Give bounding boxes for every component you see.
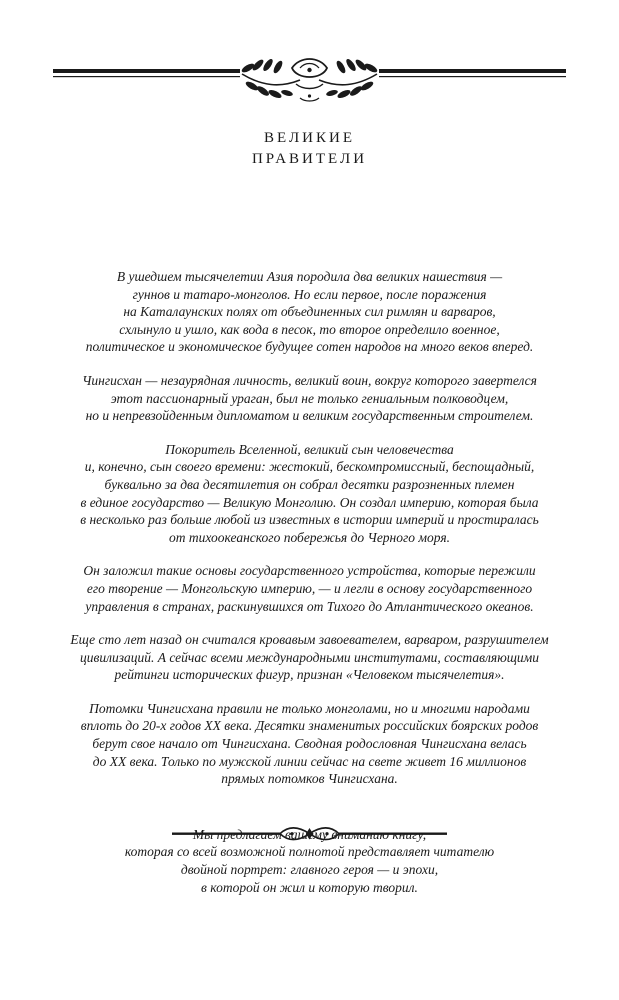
text-line: Потомки Чингисхана правили не только монголами, но и многими народами bbox=[89, 700, 530, 716]
text-line: рейтинги исторических фигур, признан «Человеком тысячелетия». bbox=[114, 667, 505, 683]
text-line: в которой он жил и которую творил. bbox=[201, 879, 418, 895]
text-line: двойной портрет: главного героя — и эпохи, bbox=[180, 862, 439, 878]
text-line: до XX века. Только по мужской линии сейчас на свете живет 16 миллионов bbox=[92, 753, 527, 769]
paragraph bbox=[52, 562, 567, 615]
text-line: схлынуло и ушло, как вода в песок, то второе определило военное, bbox=[119, 321, 500, 337]
text-line: этот пассионарный ураган, был не только гениальным полководцем, bbox=[110, 390, 509, 406]
paragraph bbox=[52, 268, 567, 356]
text-line: гуннов и татаро-монголов. Но если первое, после поражения bbox=[132, 286, 487, 302]
text-line: Еще сто лет назад он считался кровавым завоевателем, варваром, разрушителем bbox=[70, 632, 549, 648]
text-line: в единое государство — Великую Монголию. Он создал империю, которая была bbox=[80, 494, 539, 510]
text-line: буквально за два десятилетия он собрал десятки разрозненных племен bbox=[104, 476, 515, 492]
text-line: политическое и экономическое будущее сотен народов на много веков вперед. bbox=[85, 339, 534, 355]
text-line: на Каталаунских полях от объединенных сил римлян и варваров, bbox=[123, 304, 496, 320]
text-line: но и непревзойденным дипломатом и великим государственным строителем. bbox=[85, 408, 534, 424]
laurel-wreath-icon bbox=[0, 30, 619, 110]
series-title-line-2: ПРАВИТЕЛИ bbox=[251, 151, 368, 167]
paragraph bbox=[52, 631, 567, 684]
text-line: Чингисхан — незаурядная личность, великий воин, вокруг которого завертелся bbox=[82, 372, 537, 388]
text-line: Он заложил такие основы государственного устройства, которые пережили bbox=[83, 563, 536, 579]
text-line: от тихоокеанского побережья до Черного моря. bbox=[169, 529, 450, 545]
text-line: управления в странах, раскинувшихся от Тихого до Атлантического океанов. bbox=[85, 598, 534, 614]
series-title bbox=[0, 128, 619, 170]
text-line: и, конечно, сын своего времени: жестокий, бескомпромиссный, беспощадный, bbox=[84, 459, 535, 475]
text-line: его творение — Монгольскую империю, — и легли в основу государственного bbox=[86, 580, 533, 596]
paragraph bbox=[52, 441, 567, 547]
text-line: Покоритель Вселенной, великий сын человечества bbox=[165, 441, 454, 457]
text-line: вплоть до 20-х годов XX века. Десятки знаменитых российских боярских родов bbox=[80, 718, 539, 734]
flourish-divider-icon bbox=[172, 824, 447, 844]
text-line: берут свое начало от Чингисхана. Сводная родословная Чингисхана велась bbox=[92, 736, 527, 752]
text-line: цивилизаций. А сейчас всеми международными институтами, составляющими bbox=[79, 649, 540, 665]
text-line: В ушедшем тысячелетии Азия породила два великих нашествия — bbox=[116, 269, 503, 284]
intro-text bbox=[52, 268, 567, 912]
paragraph bbox=[52, 372, 567, 425]
series-title-line-1: ВЕЛИКИЕ bbox=[264, 130, 355, 146]
text-line: прямых потомков Чингисхана. bbox=[221, 771, 398, 787]
paragraph bbox=[52, 700, 567, 788]
text-line: которая со всей возможной полнотой представляет читателю bbox=[124, 844, 495, 860]
text-line: Мы предлагаем вниманию книгу, bbox=[192, 826, 427, 842]
text-line: в несколько раз больше любой из известных в истории империй и простиралась bbox=[80, 512, 539, 528]
